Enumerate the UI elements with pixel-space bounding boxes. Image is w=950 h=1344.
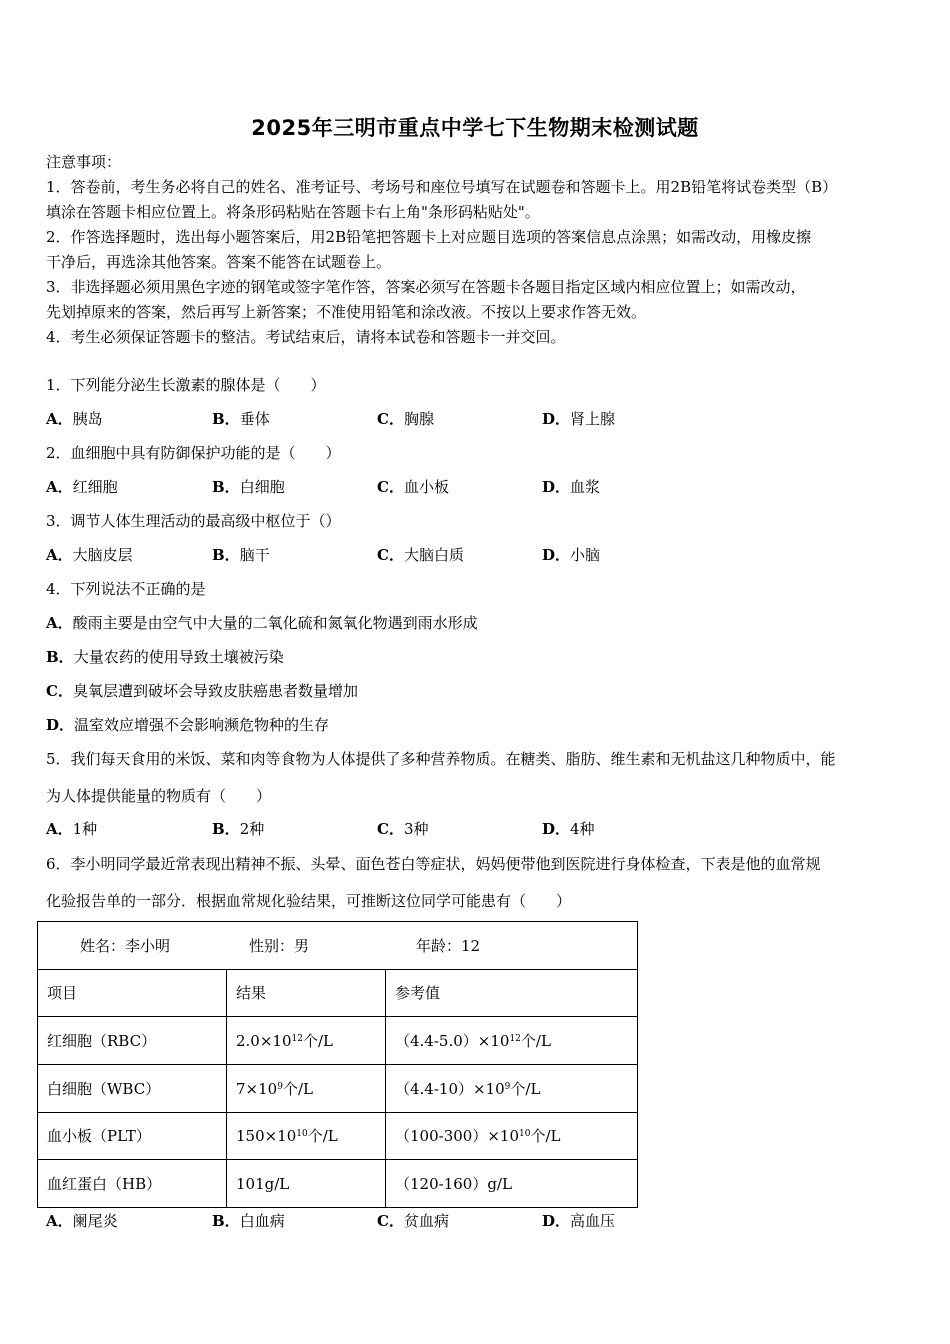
reference-cell: （120-160）g/L [386, 1160, 638, 1208]
q5-option-c: C．3种 [377, 820, 429, 838]
result-cell: $150\times 10^{10}$个/L [227, 1112, 386, 1160]
item-cell: 血红蛋白（HB） [38, 1160, 227, 1208]
patient-gender: 性别：男 [249, 936, 310, 955]
result-cell: $7\times 10^9$个/L [227, 1064, 386, 1112]
notice-line: 先划掉原来的答案，然后再写上新答案；不准使用铅笔和涂改液。不按以上要求作答无效。 [46, 303, 647, 321]
result-cell: 101g/L [227, 1160, 386, 1208]
question-5-stem: 5．我们每天食用的米饭、菜和肉等食物为人体提供了多种营养物质。在糖类、脂肪、维生素和无机盐这几种物质中，能 [46, 750, 836, 768]
q1-option-c: C．胸腺 [377, 410, 434, 428]
q5-option-d: D．4种 [542, 820, 595, 838]
q6-option-c: C．贫血病 [377, 1212, 449, 1230]
q3-option-d: D．小脑 [542, 546, 601, 564]
q4-option-d: D．温室效应增强不会影响濒危物种的生存 [46, 716, 330, 734]
q6-option-a: A．阑尾炎 [46, 1212, 118, 1230]
reference-cell: $(4.4-5.0)\times 10^{12}$个/L [386, 1017, 638, 1065]
patient-age: 年龄：12 [416, 936, 481, 955]
item-cell: 红细胞（RBC） [38, 1017, 227, 1065]
table-row [38, 1112, 638, 1160]
q2-option-d: D．血浆 [542, 478, 601, 496]
q4-option-b: B．大量农药的使用导致土壤被污染 [46, 648, 284, 666]
question-3-stem: 3．调节人体生理活动的最高级中枢位于（） [46, 512, 341, 530]
notice-line: 2．作答选择题时，选出每小题答案后，用2B铅笔把答题卡上对应题目选项的答案信息点涂黑；如需改动，用橡皮擦 [46, 228, 812, 246]
question-5-stem: 为人体提供能量的物质有（ ） [46, 787, 272, 805]
q1-option-a: A．胰岛 [46, 410, 103, 428]
item-cell: 血小板（PLT） [38, 1112, 227, 1160]
q1-option-b: B．垂体 [212, 410, 270, 428]
table-row [38, 1017, 638, 1065]
q6-option-b: B．白血病 [212, 1212, 285, 1230]
notice-line: 填涂在答题卡相应位置上。将条形码粘贴在答题卡右上角"条形码粘贴处"。 [46, 203, 540, 221]
question-2-stem: 2．血细胞中具有防御保护功能的是（ ） [46, 444, 341, 462]
reference-cell: $(4.4-10)\times 10^9$个/L [386, 1064, 638, 1112]
notice-line: 干净后，再选涂其他答案。答案不能答在试题卷上。 [46, 253, 392, 271]
notice-heading: 注意事项： [46, 153, 122, 171]
blood-report-table [37, 921, 638, 1208]
table-row [38, 922, 638, 970]
notice-line: 1．答卷前，考生务必将自己的姓名、准考证号、考场号和座位号填写在试题卷和答题卡上。用2B铅笔将试卷类型（B） [46, 178, 838, 196]
q3-option-c: C．大脑白质 [377, 546, 464, 564]
q2-option-c: C．血小板 [377, 478, 449, 496]
q5-option-a: A．1种 [46, 820, 98, 838]
q1-option-d: D．肾上腺 [542, 410, 616, 428]
question-6-stem: 6．李小明同学最近常表现出精神不振、头晕、面色苍白等症状，妈妈便带他到医院进行身体检查，下表是他的血常规 [46, 855, 821, 873]
question-1-stem: 1．下列能分泌生长激素的腺体是（ ） [46, 376, 326, 394]
q5-option-b: B．2种 [212, 820, 265, 838]
table-row [38, 969, 638, 1017]
q3-option-a: A．大脑皮层 [46, 546, 133, 564]
page-title: 2025年三明市重点中学七下生物期末检测试题 [251, 116, 699, 140]
q2-option-a: A．红细胞 [46, 478, 118, 496]
question-6-stem: 化验报告单的一部分．根据血常规化验结果，可推断这位同学可能患有（ ） [46, 892, 572, 910]
q6-option-d: D．高血压 [542, 1212, 616, 1230]
result-cell: $2.0\times 10^{12}$个/L [227, 1017, 386, 1065]
reference-cell: $(100-300)\times 10^{10}$个/L [386, 1112, 638, 1160]
notice-line: 4．考生必须保证答题卡的整洁。考试结束后，请将本试卷和答题卡一并交回。 [46, 328, 566, 346]
patient-info [38, 922, 638, 970]
q4-option-a: A．酸雨主要是由空气中大量的二氧化硫和氮氧化物遇到雨水形成 [46, 614, 478, 632]
question-4-stem: 4．下列说法不正确的是 [46, 580, 206, 598]
table-row [38, 1160, 638, 1208]
q2-option-b: B．白细胞 [212, 478, 285, 496]
column-header: 参考值 [386, 969, 638, 1017]
patient-name: 姓名：李小明 [80, 936, 171, 955]
q3-option-b: B．脑干 [212, 546, 270, 564]
item-cell: 白细胞（WBC） [38, 1064, 227, 1112]
table-row [38, 1064, 638, 1112]
q4-option-c: C．臭氧层遭到破坏会导致皮肤癌患者数量增加 [46, 682, 358, 700]
column-header: 项目 [38, 969, 227, 1017]
notice-line: 3．非选择题必须用黑色字迹的钢笔或签字笔作答，答案必须写在答题卡各题目指定区域内相应位置上；如需改动， [46, 278, 806, 296]
column-header: 结果 [227, 969, 386, 1017]
